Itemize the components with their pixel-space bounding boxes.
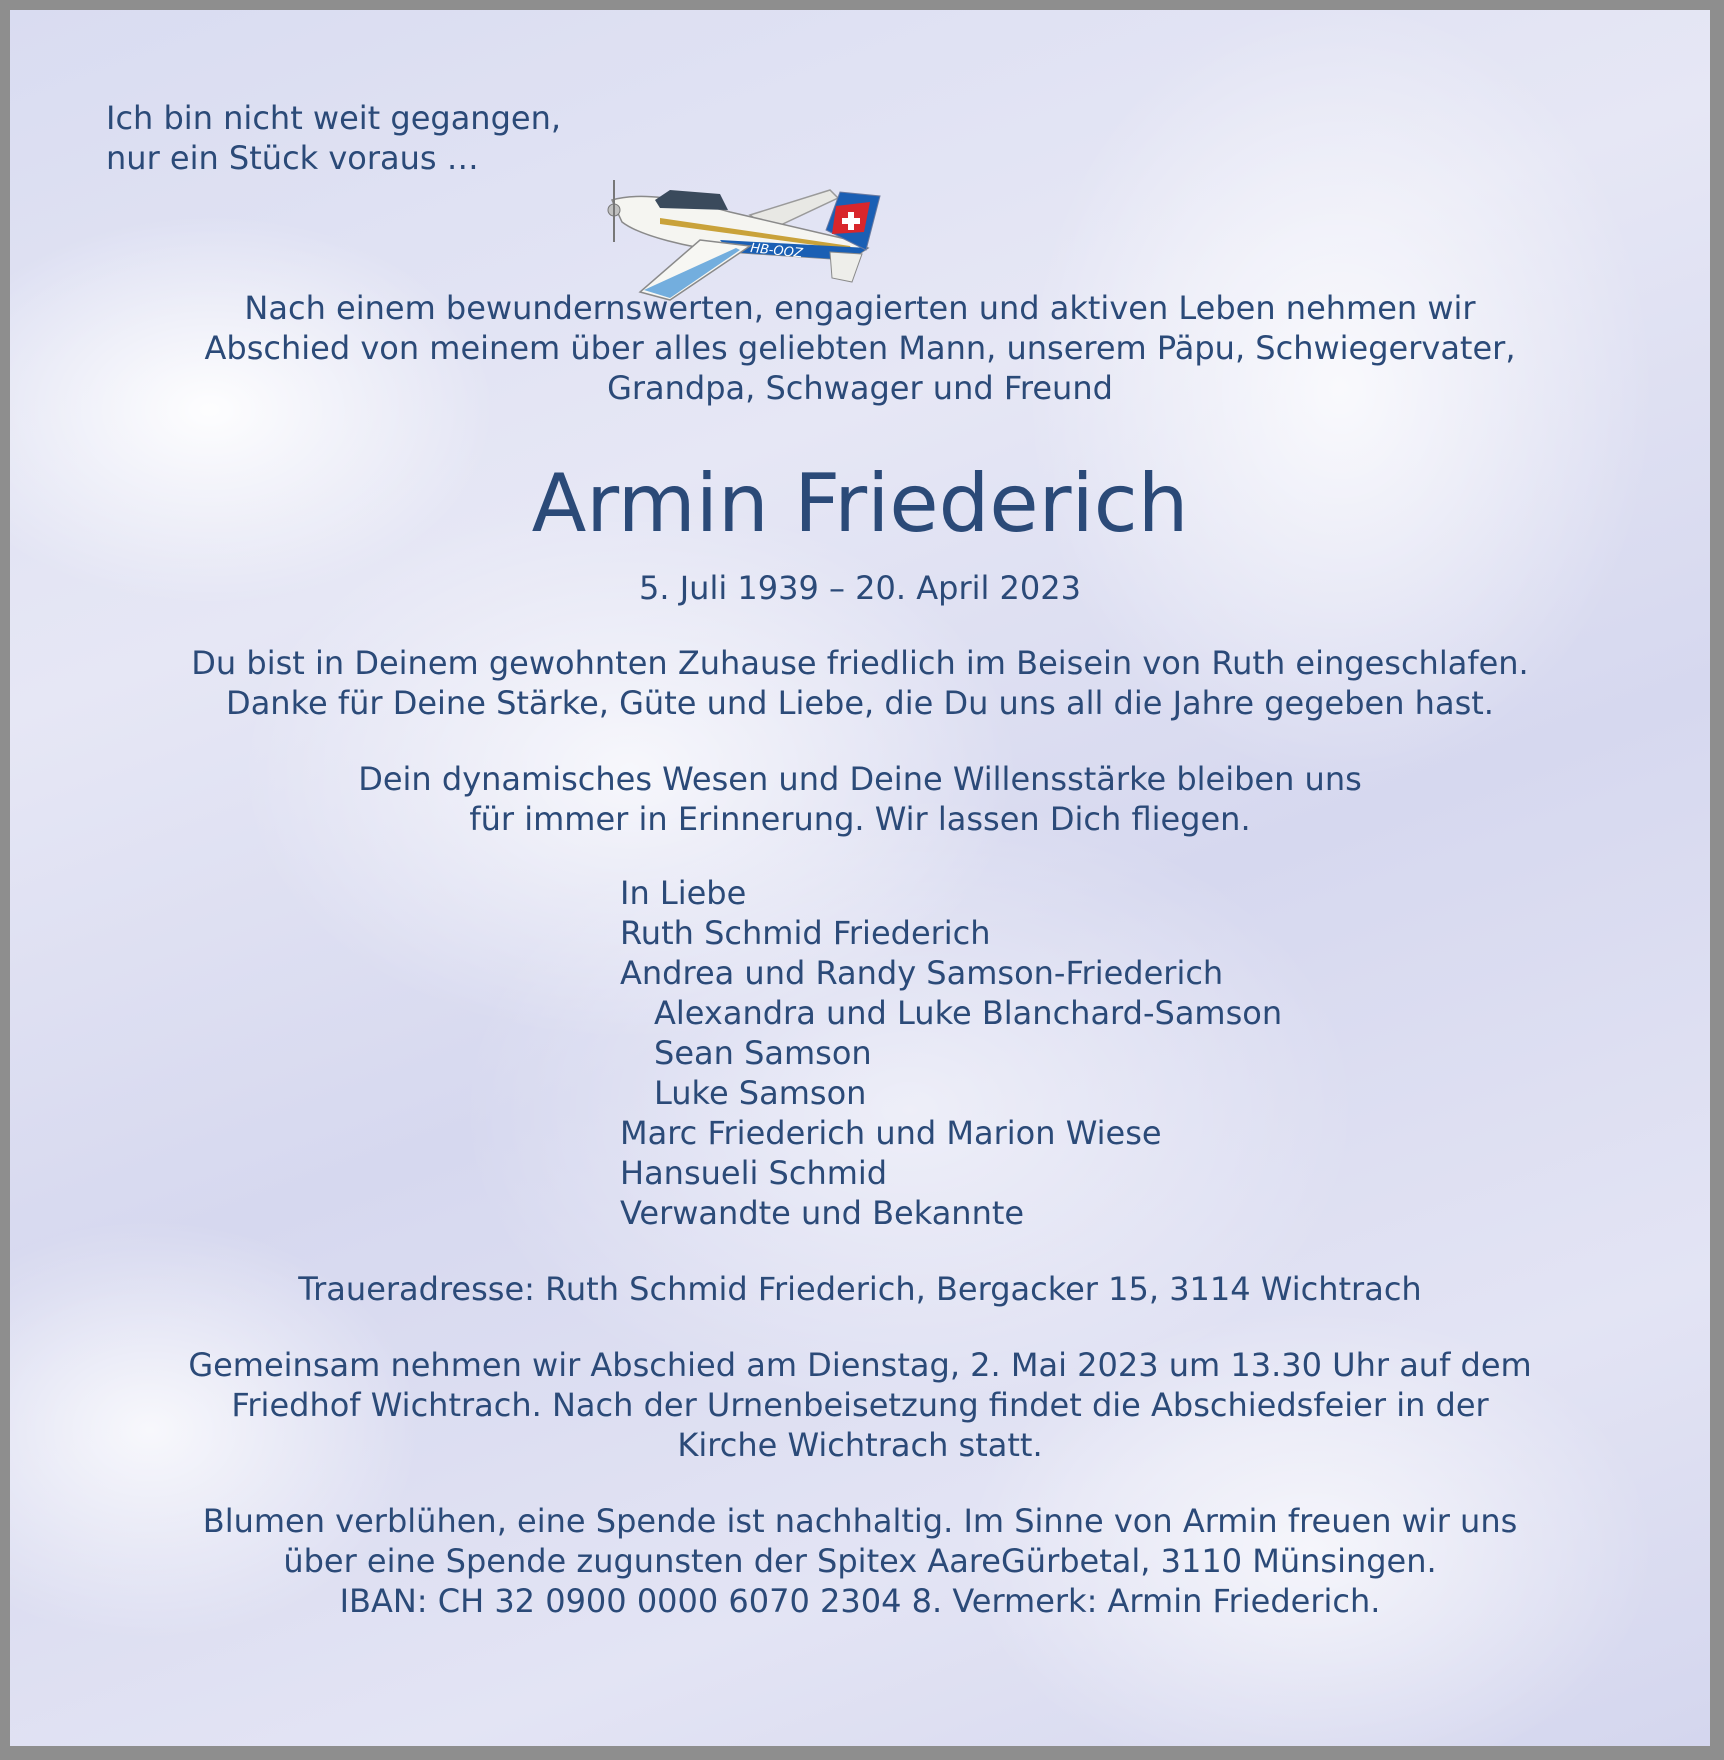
ceremony-line-3: Kirche Wichtrach statt. (677, 1426, 1043, 1464)
family-member: Ruth Schmid Friederich (620, 914, 991, 952)
motto (106, 98, 561, 178)
paragraph-1-line-2: Danke für Deine Stärke, Güte und Liebe, die Du uns all die Jahre gegeben hast. (226, 684, 1494, 722)
family-member: Hansueli Schmid (620, 1154, 888, 1192)
ceremony-line-2: Friedhof Wichtrach. Nach der Urnenbeisetzung findet die Abschiedsfeier in der (231, 1386, 1489, 1424)
donation-line-1: Blumen verblühen, eine Spende ist nachhaltig. Im Sinne von Armin freuen wir uns (202, 1502, 1518, 1540)
ceremony-line-1: Gemeinsam nehmen wir Abschied am Dienstag, 2. Mai 2023 um 13.30 Uhr auf dem (188, 1346, 1532, 1384)
donation-line-2: über eine Spende zugunsten der Spitex AareGürbetal, 3110 Münsingen. (283, 1542, 1437, 1580)
family-heading: In Liebe (620, 874, 747, 912)
motto-line-2: nur ein Stück voraus … (106, 139, 479, 177)
mourning-address: Traueradresse: Ruth Schmid Friederich, Bergacker 15, 3114 Wichtrach (298, 1270, 1422, 1308)
family-member: Luke Samson (654, 1074, 867, 1112)
family-member: Alexandra und Luke Blanchard-Samson (654, 994, 1283, 1032)
paragraph-2-line-1: Dein dynamisches Wesen und Deine Willensstärke bleiben uns (358, 760, 1362, 798)
intro-line-1: Nach einem bewundernswerten, engagierten und aktiven Leben nehmen wir (244, 289, 1476, 327)
paragraph-1-line-1: Du bist in Deinem gewohnten Zuhause friedlich im Beisein von Ruth eingeschlafen. (191, 644, 1529, 682)
obituary-card (10, 10, 1710, 1746)
intro-line-3: Grandpa, Schwager und Freund (607, 369, 1113, 407)
family-member: Marc Friederich und Marion Wiese (620, 1114, 1162, 1152)
plane-registration: HB-OOZ (749, 241, 804, 262)
donation-iban: IBAN: CH 32 0900 0000 6070 2304 8. Vermerk: Armin Friederich. (339, 1582, 1381, 1620)
intro-line-2: Abschied von meinem über alles geliebten Mann, unserem Päpu, Schwiegervater, (204, 329, 1516, 367)
deceased-name: Armin Friederich (531, 457, 1189, 550)
motto-line-1: Ich bin nicht weit gegangen, (106, 99, 562, 137)
life-dates: 5. Juli 1939 – 20. April 2023 (639, 569, 1081, 607)
family-member: Verwandte und Bekannte (620, 1194, 1025, 1232)
family-member: Andrea und Randy Samson-Friederich (620, 954, 1224, 992)
paragraph-2-line-2: für immer in Erinnerung. Wir lassen Dich fliegen. (469, 800, 1251, 838)
family-member: Sean Samson (654, 1034, 872, 1072)
